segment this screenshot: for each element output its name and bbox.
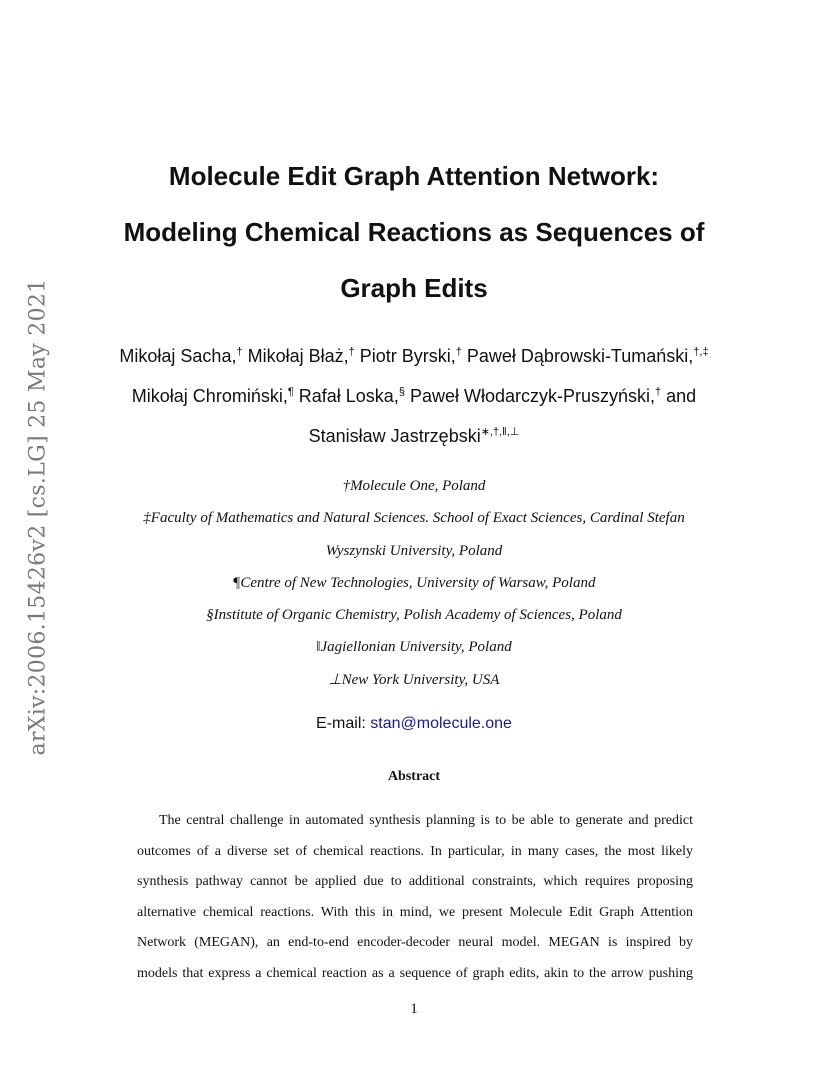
- affiliation-list: [60, 470, 768, 696]
- author-name: Rafał Loska,: [293, 386, 399, 406]
- affiliation-line: ⊥New York University, USA: [328, 671, 500, 688]
- author-name: Paweł Dąbrowski-Tumański,: [461, 346, 694, 366]
- abstract-heading: Abstract: [387, 769, 441, 784]
- abstract-line: outcomes of a diverse set of chemical reactions. In particular, in many cases, the most likely: [137, 843, 693, 859]
- abstract-line: synthesis pathway cannot be applied due to additional constraints, which requires proposing: [137, 874, 693, 890]
- abstract-line: alternative chemical reactions. With this in mind, we present Molecule Edit Graph Attention: [137, 904, 693, 920]
- contact-email: [60, 712, 768, 736]
- author-affiliation-mark: ¶: [287, 386, 294, 398]
- author-conjunction: and: [661, 386, 697, 406]
- abstract-body: [137, 806, 693, 990]
- author-affiliation-mark: †: [655, 386, 662, 398]
- author-affiliation-mark: †,‡: [693, 346, 709, 358]
- abstract-line: The central challenge in automated synthesis planning is to be able to generate and predict: [159, 813, 693, 828]
- author-line: [60, 376, 768, 416]
- author-name: Paweł Włodarczyk-Pruszyński,: [404, 386, 656, 406]
- author-name: Mikołaj Chromiński,: [131, 386, 288, 406]
- affiliation-line: †Molecule One, Poland: [342, 478, 486, 494]
- affiliation-line: Wyszynski University, Poland: [325, 542, 503, 559]
- title-line: Graph Edits: [340, 273, 488, 303]
- affiliation-line: ¶Centre of New Technologies, University of Warsaw, Poland: [232, 574, 596, 591]
- arxiv-identifier-stamp: [22, 278, 54, 756]
- author-name: Mikołaj Błaż,: [242, 346, 349, 366]
- author-affiliation-mark: §: [398, 386, 405, 398]
- author-line: [60, 336, 768, 376]
- arxiv-identifier-text: arXiv:2006.15426v2 [cs.LG] 25 May 2021: [25, 278, 51, 756]
- author-line: [60, 416, 768, 456]
- affiliation-line: ‡Faculty of Mathematics and Natural Sciences. School of Exact Sciences, Cardinal Stefan: [143, 510, 685, 527]
- abstract-line: Network (MEGAN), an end-to-end encoder-decoder neural model. MEGAN is inspired by: [137, 935, 693, 951]
- author-affiliation-mark: †: [455, 346, 462, 358]
- email-link[interactable]: stan@molecule.one: [370, 715, 512, 732]
- author-list: [60, 336, 768, 456]
- paper-title: [70, 148, 758, 316]
- title-line: Molecule Edit Graph Attention Network:: [168, 161, 660, 191]
- author-name: Mikołaj Sacha,: [119, 346, 237, 366]
- email-label: E-mail:: [316, 715, 371, 732]
- author-name: Stanisław Jastrzębski: [308, 426, 481, 446]
- abstract-line: models that express a chemical reaction as a sequence of graph edits, akin to the arrow pushing: [137, 965, 693, 981]
- author-affiliation-mark: ∗,†,‖,⊥: [480, 426, 520, 438]
- author-name: Piotr Byrski,: [354, 346, 456, 366]
- title-line: Modeling Chemical Reactions as Sequences of: [123, 217, 705, 247]
- affiliation-line: ‖Jagiellonian University, Poland: [316, 639, 512, 656]
- author-affiliation-mark: †: [236, 346, 243, 358]
- author-affiliation-mark: †: [348, 346, 355, 358]
- page-number: 1: [410, 1001, 418, 1017]
- affiliation-line: §Institute of Organic Chemistry, Polish Academy of Sciences, Poland: [206, 607, 622, 624]
